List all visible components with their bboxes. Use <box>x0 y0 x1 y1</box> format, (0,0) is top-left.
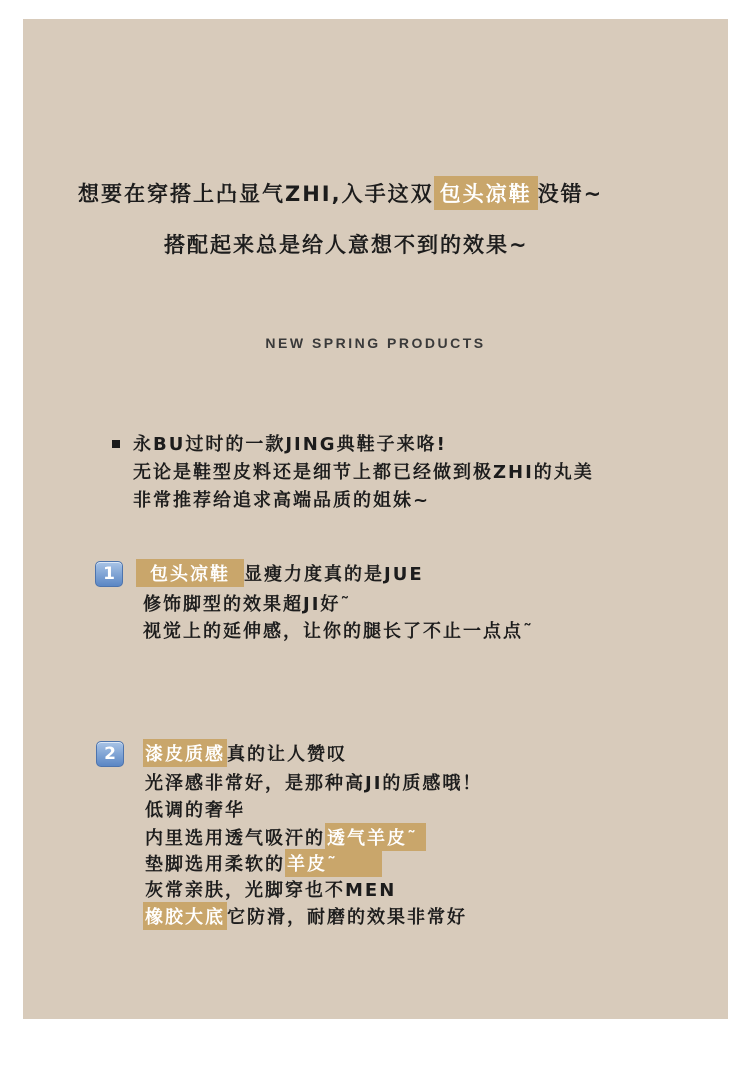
intro-line-2: 无论是鞋型皮料还是细节上都已经做到极ZHI的丸美 <box>133 462 594 483</box>
highlight-tag: 透气羊皮˜ <box>325 823 426 851</box>
square-bullet-icon <box>112 440 120 448</box>
content-card <box>23 19 728 1019</box>
section2-text: 内里选用透气吸汗的 <box>145 828 325 849</box>
section2-line-4 <box>145 823 426 851</box>
highlight-tag: 羊皮˜ <box>285 849 382 877</box>
section2-line-2: 光泽感非常好，是那种高JI的质感哦！ <box>145 773 483 794</box>
number-one-icon: 1 <box>95 561 123 587</box>
section-subtitle: NEW SPRING PRODUCTS <box>265 335 486 351</box>
headline-line-1 <box>78 176 603 210</box>
section2-text: 它防滑，耐磨的效果非常好 <box>227 907 467 928</box>
headline-line-2: 搭配起来总是给人意想不到的效果~ <box>164 233 529 257</box>
highlight-tag: 橡胶大底 <box>143 902 227 930</box>
section1-line-1 <box>136 559 424 587</box>
section2-text: 真的让人赞叹 <box>227 744 347 765</box>
headline-text: 想要在穿搭上凸显气ZHI,入手这双 <box>78 182 434 206</box>
section2-line-7 <box>143 902 467 930</box>
headline-text-end: 没错~ <box>537 182 604 206</box>
section1-text: 显瘦力度真的是JUE <box>244 564 424 585</box>
highlight-tag: 包头凉鞋 <box>136 559 244 587</box>
section2-line-1 <box>143 739 347 767</box>
section2-line-6: 灰常亲肤，光脚穿也不MEN <box>145 880 397 901</box>
section1-line-2: 修饰脚型的效果超JI好˜ <box>143 594 352 615</box>
highlight-tag: 包头凉鞋 <box>434 176 538 210</box>
section1-line-3: 视觉上的延伸感，让你的腿长了不止一点点˜ <box>143 621 534 642</box>
intro-line-3: 非常推荐给追求高端品质的姐妹~ <box>133 490 431 511</box>
intro-line-1: 永BU过时的一款JING典鞋子来咯! <box>133 434 447 455</box>
section2-text: 垫脚选用柔软的 <box>145 854 285 875</box>
section2-line-5 <box>145 849 382 877</box>
highlight-tag: 漆皮质感 <box>143 739 227 767</box>
section2-line-3: 低调的奢华 <box>145 800 245 821</box>
number-two-icon: 2 <box>96 741 124 767</box>
